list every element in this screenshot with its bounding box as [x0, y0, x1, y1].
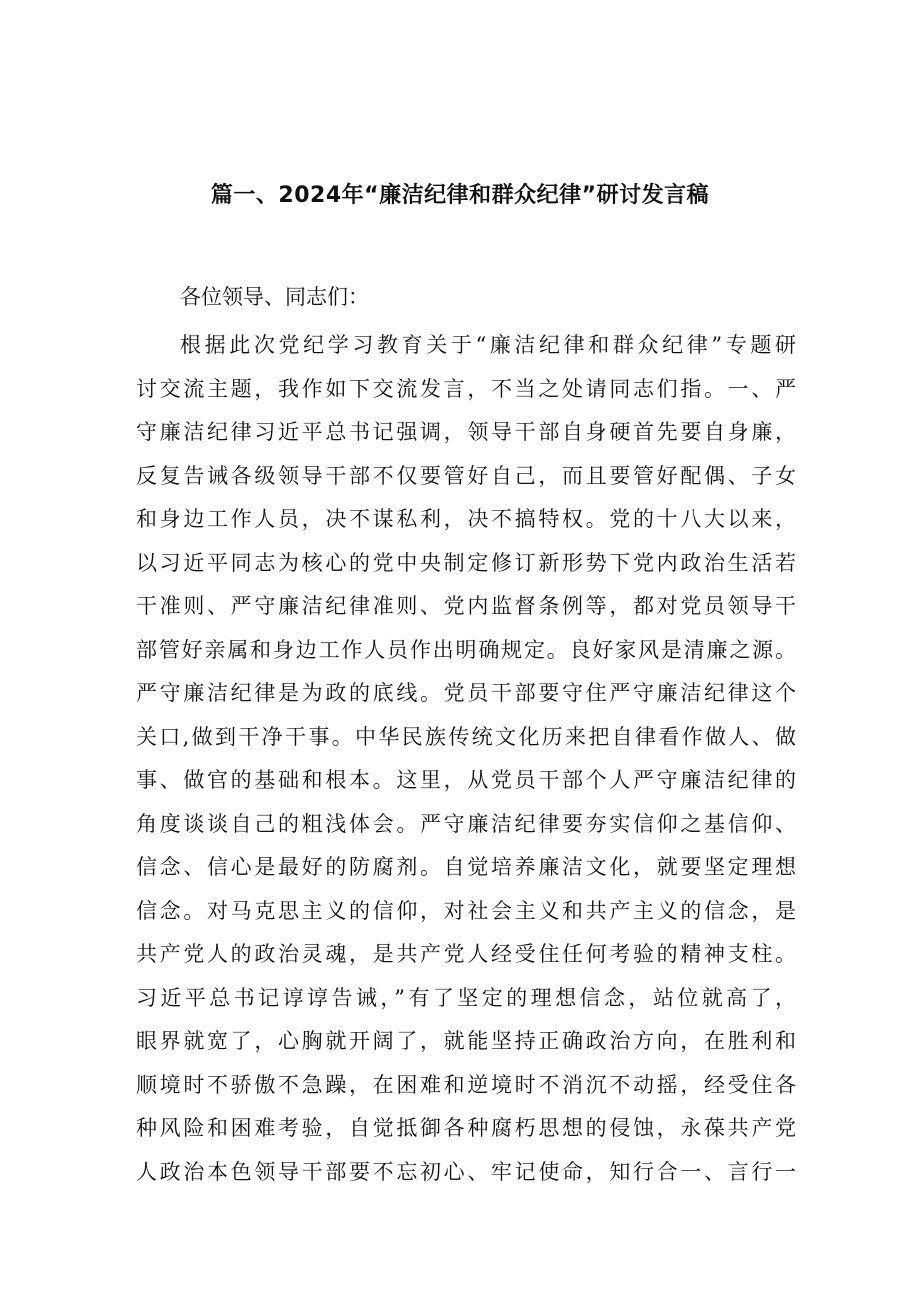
paragraph-line: 事、做官的基础和根本。这里，从党员干部个人严守廉洁纪律的: [136, 768, 796, 792]
paragraph-line: 信念。对马克思主义的信仰，对社会主义和共产主义的信念，是: [136, 898, 796, 923]
paragraph-line: 习近平总书记谆谆告诫，”有了坚定的理想信念，站位就高了，: [136, 985, 796, 1010]
paragraph-line: 共产党人的政治灵魂，是共产党人经受住任何考验的精神支柱。: [136, 942, 796, 966]
paragraph-line: 种风险和困难考验，自觉抵御各种腐朽思想的侵蚀，永葆共产党: [136, 1116, 796, 1140]
paragraph-line: 眼界就宽了，心胸就开阔了，就能坚持正确政治方向，在胜利和: [136, 1029, 796, 1053]
paragraph-line: 干准则、严守廉洁纪律准则、党内监督条例等，都对党员领导干: [136, 594, 796, 618]
paragraph-line: 和身边工作人员，决不谋私利，决不搞特权。党的十八大以来，: [136, 507, 796, 531]
paragraph-line: 严守廉洁纪律是为政的底线。党员干部要守住严守廉洁纪律这个: [136, 681, 796, 705]
body-paragraph: [136, 324, 796, 1194]
paragraph-line: 部管好亲属和身边工作人员作出明确规定。良好家风是清廉之源。: [136, 637, 796, 662]
paragraph-line: 讨交流主题，我作如下交流发言，不当之处请同志们指。一、严: [136, 376, 796, 401]
paragraph-line: 顺境时不骄傲不急躁，在困难和逆境时不消沉不动摇，经受住各: [136, 1072, 796, 1097]
paragraph-line: 信念、信心是最好的防腐剂。自觉培养廉洁文化，就要坚定理想: [136, 855, 796, 879]
paragraph-line: 角度谈谈自己的粗浅体会。严守廉洁纪律要夯实信仰之基信仰、: [136, 811, 796, 836]
paragraph-line: 根据此次党纪学习教育关于“廉洁纪律和群众纪律”专题研: [180, 333, 796, 357]
paragraph-line: 反复告诫各级领导干部不仅要管好自己，而且要管好配偶、子女: [136, 463, 796, 488]
paragraph-line: 守廉洁纪律习近平总书记强调，领导干部自身硬首先要自身廉，: [136, 420, 796, 444]
salutation: 各位领导、同志们：: [180, 285, 369, 309]
paragraph-line: 人政治本色领导干部要不忘初心、牢记使命，知行合一、言行一: [136, 1159, 796, 1184]
paragraph-line: 关口,做到干净干事。中华民族传统文化历来把自律看作做人、做: [136, 724, 796, 749]
paragraph-line: 以习近平同志为核心的党中央制定修订新形势下党内政治生活若: [136, 550, 796, 575]
document-title: 篇一、2024年“廉洁纪律和群众纪律”研讨发言稿: [210, 183, 710, 208]
